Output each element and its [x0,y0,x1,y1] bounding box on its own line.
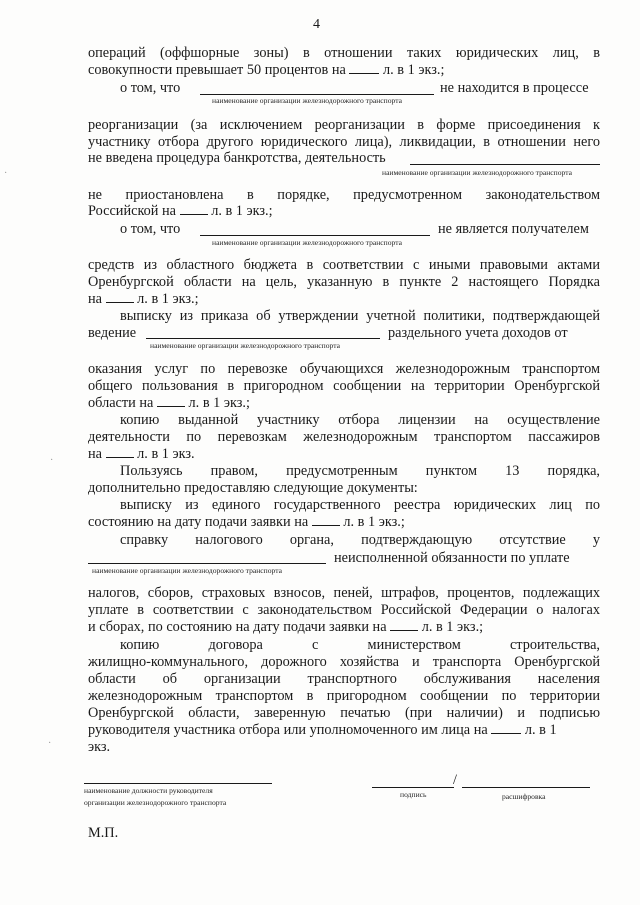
text-line [88,202,600,220]
text-line: Оренбургской области, заверенную печатью (при наличии) и подписью [88,705,600,721]
text-line: участнику отбора другого юридического лица), ликвидации, в отношении него [88,134,600,150]
blank-field[interactable] [491,721,521,734]
text-line: выписку из приказа об утверждении учетной политики, подтверждающей [120,308,600,324]
text-segment: на [88,291,102,307]
text-line: оказания услуг по перевозке обучающихся железнодорожным транспортом [88,361,600,377]
text-segment: и сборах, по состоянию на дату подачи заявки на [88,619,387,635]
text-line: операций (оффшорные зоны) в отношении таких юридических лиц, в [88,45,600,61]
blank-field[interactable] [106,290,134,303]
caption: наименование должности руководителя [84,786,213,795]
decoding-blank[interactable] [462,787,590,788]
text-line: уплате в соответствии с законодательством Российской Федерации о налогах [88,602,600,618]
blank-field[interactable] [106,445,134,458]
caption: расшифровка [502,792,546,801]
text-line [88,394,600,412]
scan-mark: · [50,455,54,466]
blank-field[interactable] [180,202,208,215]
text-line: области об организации транспортного обслуживания населения [88,671,600,687]
text-line [88,445,600,463]
text-line: жилищно-коммунального, дорожного хозяйства и транспорта Оренбургской [88,654,600,670]
blank-field[interactable] [312,513,340,526]
text-segment: о том, что [120,80,181,96]
text-line: дополнительно предоставляю следующие документы: [88,480,418,496]
text-segment: не находится в процессе [440,80,589,96]
caption: наименование организации железнодорожного транспорта [382,168,573,177]
blank-field[interactable] [390,618,418,631]
caption: организации железнодорожного транспорта [84,798,227,807]
text-segment: раздельного учета доходов от [388,325,568,341]
slash-separator: / [453,772,457,788]
blank-field[interactable] [200,94,434,95]
caption: наименование организации железнодорожного транспорта [92,566,283,575]
text-segment: л. в 1 экз.; [188,395,250,411]
blank-field[interactable] [146,338,380,339]
signature-blank[interactable] [372,787,454,788]
text-line [88,513,600,531]
text-segment: о том, что [120,221,181,237]
blank-field[interactable] [410,164,600,165]
text-line [88,61,600,79]
text-segment: ведение [88,325,137,341]
text-line: справку налогового органа, подтверждающую отсутствие у [120,532,600,548]
page-number: 4 [313,17,320,32]
text-line: деятельности по перевозкам железнодорожным транспортом пассажиров [88,429,600,445]
text-segment: неисполненной обязанности по уплате [334,550,570,566]
text-segment: на [88,446,102,462]
caption: наименование организации железнодорожного транспорта [212,238,403,247]
text-segment: состоянию на дату подачи заявки на [88,514,309,530]
text-segment: л. в 1 экз.; [383,62,445,78]
text-line: копию выданной участнику отбора лицензии на осуществление [120,412,600,428]
caption: подпись [400,790,427,799]
text-line: налогов, сборов, страховых взносов, пеней, штрафов, процентов, подлежащих [88,585,600,601]
caption: наименование организации железнодорожного транспорта [212,96,403,105]
text-line: экз. [88,739,111,755]
text-segment: Российской на [88,203,177,219]
text-line: не приостановлена в порядке, предусмотренном законодательством [88,187,600,203]
text-segment: л. в 1 экз.; [421,619,484,635]
blank-field[interactable] [349,61,379,74]
text-line [88,721,600,739]
text-line [88,618,600,636]
text-segment: области на [88,395,154,411]
text-line: железнодорожным транспортом в пригородном сообщении по территории [88,688,600,704]
text-line: выписку из единого государственного реестра юридических лиц по [120,497,600,513]
text-segment: л. в 1 экз. [137,446,195,462]
scan-mark: · [48,738,52,749]
text-line: Оренбургской области на цель, указанную в пункте 2 настоящего Порядка [88,274,600,290]
text-segment: не является получателем [438,221,589,237]
text-segment: л. в 1 экз.; [137,291,199,307]
caption: наименование организации железнодорожного транспорта [150,341,341,350]
text-segment: л. в 1 [524,722,557,738]
blank-field[interactable] [157,394,185,407]
text-line [88,290,600,308]
text-line: реорганизации (за исключением реорганизации в форме присоединения к [88,117,600,133]
text-line: средств из областного бюджета в соответствии с иными правовыми актами [88,257,600,273]
blank-field[interactable] [200,235,430,236]
text-line: общего пользования в пригородном сообщении на территории Оренбургской [88,378,600,394]
scan-mark: · [4,168,8,179]
blank-field[interactable] [88,563,326,564]
text-line: копию договора с министерством строительства, [120,637,600,653]
position-blank[interactable] [84,783,272,784]
text-segment: совокупности превышает 50 процентов на [88,62,346,78]
text-segment: не введена процедура банкротства, деятельность [88,150,386,166]
stamp-place: М.П. [88,825,119,841]
text-segment: л. в 1 экз.; [343,514,405,530]
text-line: Пользуясь правом, предусмотренным пунктом 13 порядка, [120,463,600,479]
text-segment: руководителя участника отбора или уполномоченного им лица на [88,722,488,738]
text-segment: л. в 1 экз.; [211,203,273,219]
